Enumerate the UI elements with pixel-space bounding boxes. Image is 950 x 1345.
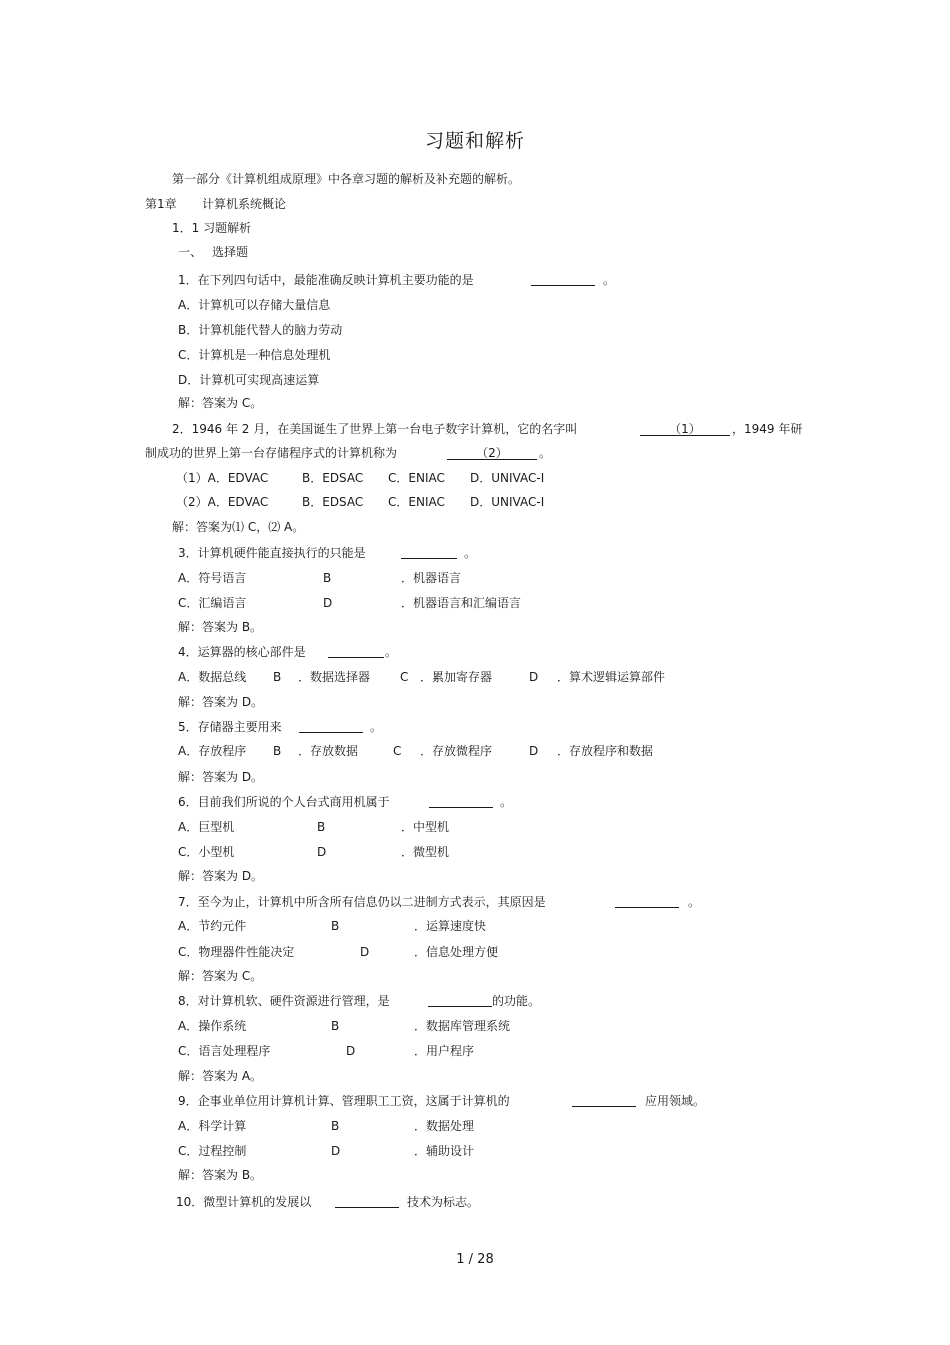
option-b: B．EDSAC xyxy=(302,471,364,485)
option-d-key: D xyxy=(331,1144,341,1158)
option-c: ．存放微程序 xyxy=(420,744,493,758)
option-b-key: B xyxy=(323,571,332,585)
question-end: 。 xyxy=(688,895,701,909)
option-b-key: B xyxy=(331,1119,340,1133)
option-b: B．计算机能代替人的脑力劳动 xyxy=(178,323,343,337)
answer-blank xyxy=(429,794,493,812)
option-c: C．计算机是一种信息处理机 xyxy=(178,348,331,362)
question-10: 10．微型计算机的发展以 xyxy=(176,1195,312,1209)
option-b-key: B xyxy=(273,744,282,758)
question-end: 。 xyxy=(500,795,513,809)
chapter-name: 计算机系统概论 xyxy=(202,197,287,211)
question-6: 6．目前我们所说的个人台式商用机属于 xyxy=(178,795,390,809)
page-title: 习题和解析 xyxy=(424,130,525,152)
question-5: 5．存储器主要用来 xyxy=(178,720,282,734)
option-c: C．小型机 xyxy=(178,845,235,859)
question-continue: ，1949 年研 xyxy=(732,422,803,436)
option-c-key: C xyxy=(393,744,402,758)
question-1: 1．在下列四句话中，最能准确反映计算机主要功能的是 xyxy=(178,273,474,287)
answer-text: 解：答案为 A。 xyxy=(178,1069,263,1083)
option-d-key: D xyxy=(346,1044,356,1058)
option-a: A．存放程序 xyxy=(178,744,247,758)
option-b: ．机器语言 xyxy=(401,571,462,585)
question-end: 技术为标志。 xyxy=(407,1195,480,1209)
question-4: 4．运算器的核心部件是 xyxy=(178,645,306,659)
option-d: ．用户程序 xyxy=(414,1044,475,1058)
option-c: C．汇编语言 xyxy=(178,596,247,610)
answer-text: 解：答案为 B。 xyxy=(178,620,263,634)
option-b: ．运算速度快 xyxy=(414,919,487,933)
answer-blank: （2） xyxy=(447,445,537,461)
option-d: ．微型机 xyxy=(401,845,450,859)
option-c: C．语言处理程序 xyxy=(178,1044,271,1058)
answer-text: 解：答案为 D。 xyxy=(178,770,264,784)
option-d: D．计算机可实现高速运算 xyxy=(178,373,320,387)
option-c: C．ENIAC xyxy=(388,495,445,509)
option-b: ．数据处理 xyxy=(414,1119,475,1133)
answer-blank xyxy=(401,545,457,563)
option-d-key: D xyxy=(529,744,539,758)
option-a: （2）A．EDVAC xyxy=(176,495,269,509)
answer-text: 解：答案为 C。 xyxy=(178,969,263,983)
answer-blank xyxy=(615,894,679,912)
option-d-key: D xyxy=(529,670,539,684)
option-d: ．机器语言和汇编语言 xyxy=(401,596,522,610)
answer-blank xyxy=(335,1194,399,1212)
option-a: A．科学计算 xyxy=(178,1119,247,1133)
option-b: ．中型机 xyxy=(401,820,450,834)
question-9: 9．企事业单位用计算机计算、管理职工工资，这属于计算机的 xyxy=(178,1094,510,1108)
option-c: C．物理器件性能决定 xyxy=(178,945,295,959)
option-b-key: B xyxy=(331,1019,340,1033)
option-b: B．EDSAC xyxy=(302,495,364,509)
chapter-number: 第1章 xyxy=(145,197,177,211)
option-d: ．存放程序和数据 xyxy=(557,744,654,758)
question-end: 。 xyxy=(370,720,383,734)
option-a: A．节约元件 xyxy=(178,919,247,933)
question-end: 。 xyxy=(385,645,398,659)
option-a: A．操作系统 xyxy=(178,1019,247,1033)
option-d: D．UNIVAC-Ⅰ xyxy=(470,471,545,485)
question-end: 的功能。 xyxy=(492,994,541,1008)
option-a: A．符号语言 xyxy=(178,571,247,585)
option-d-key: D xyxy=(317,845,327,859)
option-c: C．过程控制 xyxy=(178,1144,247,1158)
section-heading: 1．1 习题解析 xyxy=(172,221,252,235)
option-d: ．信息处理方便 xyxy=(414,945,499,959)
option-d: ．算术逻辑运算部件 xyxy=(557,670,666,684)
answer-text: 解：答案为 B。 xyxy=(178,1168,263,1182)
answer-blank xyxy=(428,993,492,1011)
question-2: 2．1946 年 2 月，在美国诞生了世界上第一台电子数字计算机，它的名字叫 xyxy=(172,422,578,436)
option-c: C．ENIAC xyxy=(388,471,445,485)
question-3: 3．计算机硬件能直接执行的只能是 xyxy=(178,546,366,560)
option-b-key: B xyxy=(317,820,326,834)
answer-text: 解：答案为 D。 xyxy=(178,869,264,883)
option-b-key: B xyxy=(331,919,340,933)
option-c-key: C xyxy=(400,670,409,684)
option-b: ．数据库管理系统 xyxy=(414,1019,511,1033)
question-end: 应用领域。 xyxy=(645,1094,706,1108)
option-a: A．计算机可以存储大量信息 xyxy=(178,298,331,312)
option-d-key: D xyxy=(323,596,333,610)
answer-text: 解：答案为 D。 xyxy=(178,695,264,709)
question-end: 。 xyxy=(464,546,477,560)
answer-blank xyxy=(299,719,363,737)
answer-blank xyxy=(531,272,595,290)
option-d: D．UNIVAC-Ⅰ xyxy=(470,495,545,509)
answer-blank: （1） xyxy=(640,421,730,437)
intro-text: 第一部分《计算机组成原理》中各章习题的解析及补充题的解析。 xyxy=(172,172,521,186)
answer-blank xyxy=(328,644,384,662)
answer-text: 解：答案为⑴ C，⑵ A。 xyxy=(172,520,305,534)
option-a: （1）A．EDVAC xyxy=(176,471,269,485)
option-d-key: D xyxy=(360,945,370,959)
question-end: 。 xyxy=(603,273,616,287)
part-name: 选择题 xyxy=(212,245,249,259)
question-2-line-2: 制成功的世界上第一台存储程序式的计算机称为 xyxy=(145,446,398,460)
option-b: ．数据选择器 xyxy=(298,670,371,684)
page-number: 1 / 28 xyxy=(456,1252,494,1267)
question-8: 8．对计算机软、硬件资源进行管理，是 xyxy=(178,994,390,1008)
option-a: A．巨型机 xyxy=(178,820,235,834)
answer-text: 解：答案为 C。 xyxy=(178,396,263,410)
option-b-key: B xyxy=(273,670,282,684)
option-a: A．数据总线 xyxy=(178,670,247,684)
question-7: 7．至今为止，计算机中所含所有信息仍以二进制方式表示，其原因是 xyxy=(178,895,546,909)
answer-blank xyxy=(572,1093,636,1111)
question-end: 。 xyxy=(539,446,552,460)
option-d: ．辅助设计 xyxy=(414,1144,475,1158)
option-b: ．存放数据 xyxy=(298,744,359,758)
option-c: ．累加寄存器 xyxy=(420,670,493,684)
part-number: 一、 xyxy=(178,245,203,259)
